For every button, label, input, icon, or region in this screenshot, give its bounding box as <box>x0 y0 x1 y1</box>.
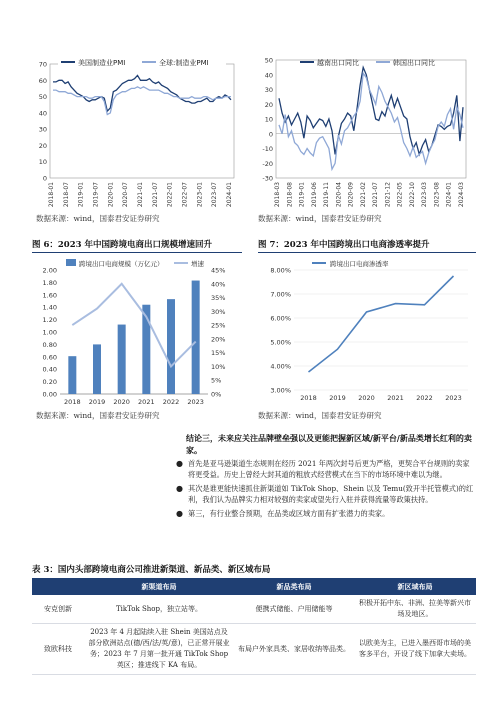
y-right-tick-label: 40% <box>211 280 226 289</box>
legend-vietnam-export: 越南出口同比 <box>317 59 359 67</box>
table-header-category: 新品类布局 <box>234 579 354 595</box>
y-tick-label: 40 <box>38 109 47 118</box>
x-tick-label: 2023 <box>445 394 462 402</box>
y-tick-label: 30 <box>264 86 273 94</box>
table-cell-channel: 2023 年 4 月起陆续入驻 Shein 美国站点及部分欧洲站点(德/西/法/英/意)，已正常开展业务；2023 年 7 月第一批开通 TikTok Shop 英区；推进线下 KA 布局。 <box>84 624 234 675</box>
x-tick-label: 2021-12 <box>384 182 392 208</box>
y-left-tick-label: 1.00 <box>42 328 57 337</box>
bullet-dot-icon: ● <box>176 459 183 468</box>
table-cell-company: 安克创新 <box>32 595 84 624</box>
bullet-item: ● 首先是亚马逊渠道生态规则在经历 2021 年两次封号后更为严格，更契合平台规则的卖家将更受益。历史上曾经大封其道的粗放式经营模式在当下的市场环境中难以为继。 <box>176 459 470 480</box>
legend-penetration: 跨境出口电商渗透率 <box>330 260 389 268</box>
chart-vietnam-korea-export <box>254 50 476 218</box>
y-left-tick-label: 1.40 <box>42 303 57 312</box>
y-right-tick-label: 20% <box>211 335 226 344</box>
table-cell-category: 便携式储能、户用储能等 <box>234 595 354 624</box>
y-left-tick-label: 1.80 <box>42 278 57 287</box>
conclusion-bullets <box>176 458 476 521</box>
y-left-tick-label: 1.20 <box>42 316 57 325</box>
x-tick-label: 2021-07 <box>372 182 380 208</box>
x-tick-label: 2024-01 <box>445 182 453 208</box>
x-tick-label: 2024-01 <box>226 182 233 208</box>
chart-us-global-pmi <box>28 50 240 218</box>
y-right-tick-label: 0% <box>211 390 222 399</box>
series-line <box>53 87 231 115</box>
bar <box>118 325 126 394</box>
table-cell-channel: TikTok Shop，独立站等。 <box>84 595 234 624</box>
bar <box>68 356 76 394</box>
y-left-tick-label: 0.20 <box>42 378 57 387</box>
y-tick-label: 40 <box>264 71 273 80</box>
x-tick-label: 2019 <box>329 394 346 402</box>
series-line <box>53 75 231 111</box>
x-tick-label: 2019-01 <box>298 182 306 208</box>
x-tick-label: 2022-05 <box>396 182 404 208</box>
x-tick-label: 2021 <box>138 398 155 406</box>
x-tick-label: 2020-04 <box>335 182 343 208</box>
plot-frame <box>276 60 466 178</box>
chart-export-penetration <box>254 256 476 406</box>
x-tick-label: 2019 <box>88 398 106 406</box>
table-row <box>32 624 476 675</box>
source-note-fig6: 数据来源：wind，国泰君安证券研究 <box>36 411 160 420</box>
y-tick-label: 4.00% <box>270 362 291 371</box>
bar <box>167 299 175 394</box>
x-tick-label: 2023-07 <box>211 182 219 208</box>
y-tick-label: 50 <box>38 93 47 102</box>
x-tick-label: 2018-08 <box>286 182 294 208</box>
x-tick-label: 2022 <box>416 394 433 402</box>
bullet-item: ● 其次是谁更能快速抓住新渠道如 TikTok Shop、Shein 以及 Temu(致开半托管模式)的红利，我们认为品牌实力相对较强的卖家或望先行入驻并获得流量等政策扶持。 <box>176 483 474 505</box>
y-tick-label: 60 <box>38 76 47 85</box>
x-tick-label: 2018 <box>300 394 317 402</box>
table-header-channel: 新渠道布局 <box>84 579 234 595</box>
legend-us-pmi: 美国制造业PMI <box>78 59 126 67</box>
table-row <box>32 595 476 624</box>
x-tick-label: 2018 <box>64 398 81 406</box>
legend-global-pmi: 全球:制造业PMI <box>159 59 209 67</box>
x-tick-label: 2022-01 <box>166 182 174 208</box>
y-right-tick-label: 15% <box>211 349 226 358</box>
x-tick-label: 2021-01 <box>137 182 144 208</box>
y-tick-label: 5.00% <box>270 338 291 347</box>
x-tick-label: 2023-03 <box>421 182 429 208</box>
x-tick-label: 2019-01 <box>77 182 85 208</box>
source-note-top-right: 数据来源：wind，国泰君安证券研究 <box>258 214 382 223</box>
y-left-tick-label: 2.00 <box>42 266 57 275</box>
table-header-row <box>32 579 476 595</box>
bar <box>192 281 200 394</box>
x-tick-label: 2018-03 <box>274 182 281 208</box>
y-tick-label: -10 <box>262 145 273 153</box>
table-cell-region: 积极开拓中东、非洲、拉美等新兴市场及地区。 <box>354 595 476 624</box>
x-tick-label: 2020 <box>358 394 375 402</box>
y-tick-label: 3.00% <box>270 386 291 395</box>
y-tick-label: 10 <box>38 158 47 167</box>
y-tick-label: 7.00% <box>270 290 291 299</box>
conclusion-heading: 结论三，未来应关注品牌壁垒强以及更能把握新区域/新平台/新品类增长红利的卖家。 <box>186 433 472 455</box>
table-cell-company: 致欧科技 <box>32 624 84 675</box>
legend-growth: 增速 <box>191 260 204 268</box>
x-tick-label: 2023-08 <box>433 182 441 208</box>
y-left-tick-label: 0.40 <box>42 365 57 374</box>
y-left-tick-label: 0.80 <box>42 340 57 349</box>
x-tick-label: 2021-07 <box>151 182 159 208</box>
growth-line <box>72 284 195 367</box>
series-line <box>279 67 463 154</box>
bullet-dot-icon: ● <box>176 508 183 518</box>
bar <box>93 344 101 394</box>
x-tick-label: 2020-01 <box>107 182 115 208</box>
y-right-tick-label: 25% <box>211 321 226 330</box>
y-left-tick-label: 1.60 <box>42 291 57 300</box>
legend-swatch-scale <box>66 259 76 266</box>
x-tick-label: 2022-07 <box>181 182 189 208</box>
x-tick-label: 2019-06 <box>310 182 318 208</box>
y-right-tick-label: 10% <box>211 362 226 371</box>
table-header-empty <box>32 579 84 595</box>
x-tick-label: 2024-03 <box>458 182 465 208</box>
x-tick-label: 2021-02 <box>359 182 367 208</box>
x-tick-label: 2022-10 <box>408 182 416 208</box>
table-cell-region: 以欧美为主，已进入墨西哥市场的美客多平台，开设了线下加拿大卖场。 <box>354 624 476 675</box>
x-tick-label: 2019-11 <box>323 182 331 208</box>
y-tick-label: 0 <box>42 174 47 183</box>
legend-export-scale: 跨境出口电商规模（万亿元） <box>79 260 164 268</box>
y-tick-label: 20 <box>38 141 47 150</box>
y-tick-label: 70 <box>38 60 47 69</box>
x-tick-label: 2023 <box>187 398 204 406</box>
y-tick-label: -30 <box>262 174 273 183</box>
y-right-tick-label: 30% <box>211 307 226 316</box>
x-tick-label: 2019-07 <box>92 182 100 208</box>
y-tick-label: 0 <box>268 130 273 139</box>
y-right-tick-label: 35% <box>211 294 226 303</box>
x-tick-label: 2023-01 <box>196 182 204 208</box>
x-tick-label: 2021 <box>387 394 404 402</box>
figure-6-title: 图 6：2023 年中国跨境电商出口规模增速回升 <box>32 238 242 253</box>
x-tick-label: 2020 <box>113 398 130 406</box>
y-right-tick-label: 5% <box>211 376 222 385</box>
y-left-tick-label: 0.00 <box>42 390 57 399</box>
y-right-tick-label: 45% <box>211 266 226 275</box>
penetration-line <box>309 276 454 372</box>
table-header-region: 新区域布局 <box>354 579 476 595</box>
x-tick-label: 2018-01 <box>48 182 55 208</box>
figure-7-title: 图 7：2023 年中国跨境出口电商渗透率提升 <box>258 238 476 253</box>
y-tick-label: 8.00% <box>270 266 291 275</box>
x-tick-label: 2020-09 <box>347 182 355 208</box>
y-tick-label: 50 <box>264 56 273 65</box>
y-tick-label: 6.00% <box>270 314 291 323</box>
x-tick-label: 2018-07 <box>62 182 70 208</box>
company-layout-table <box>32 579 476 675</box>
table-cell-category: 布局户外家具类、家居收纳等品类。 <box>234 624 354 675</box>
plot-frame <box>50 64 234 178</box>
y-tick-label: 20 <box>264 100 273 109</box>
y-tick-label: 10 <box>264 115 273 124</box>
y-tick-label: 30 <box>38 125 47 134</box>
table-3-title: 表 3：国内头部跨境电商公司推进新渠道、新品类、新区域布局 <box>32 563 476 579</box>
x-tick-label: 2020-07 <box>122 182 130 208</box>
source-note-top-left: 数据来源：wind，国泰君安证券研究 <box>36 214 160 223</box>
x-tick-label: 2022 <box>162 398 180 406</box>
bullet-dot-icon: ● <box>176 483 183 493</box>
source-note-fig7: 数据来源：wind，国泰君安证券研究 <box>258 411 382 420</box>
y-left-tick-label: 0.60 <box>42 353 57 362</box>
bullet-item: ● 第三，有行业整合预期，在品类或区域方面有扩张潜力的卖家。 <box>176 508 390 518</box>
chart-cross-border-export-scale <box>28 256 244 406</box>
legend-korea-export: 韩国出口同比 <box>393 59 435 67</box>
y-tick-label: -20 <box>262 159 273 168</box>
